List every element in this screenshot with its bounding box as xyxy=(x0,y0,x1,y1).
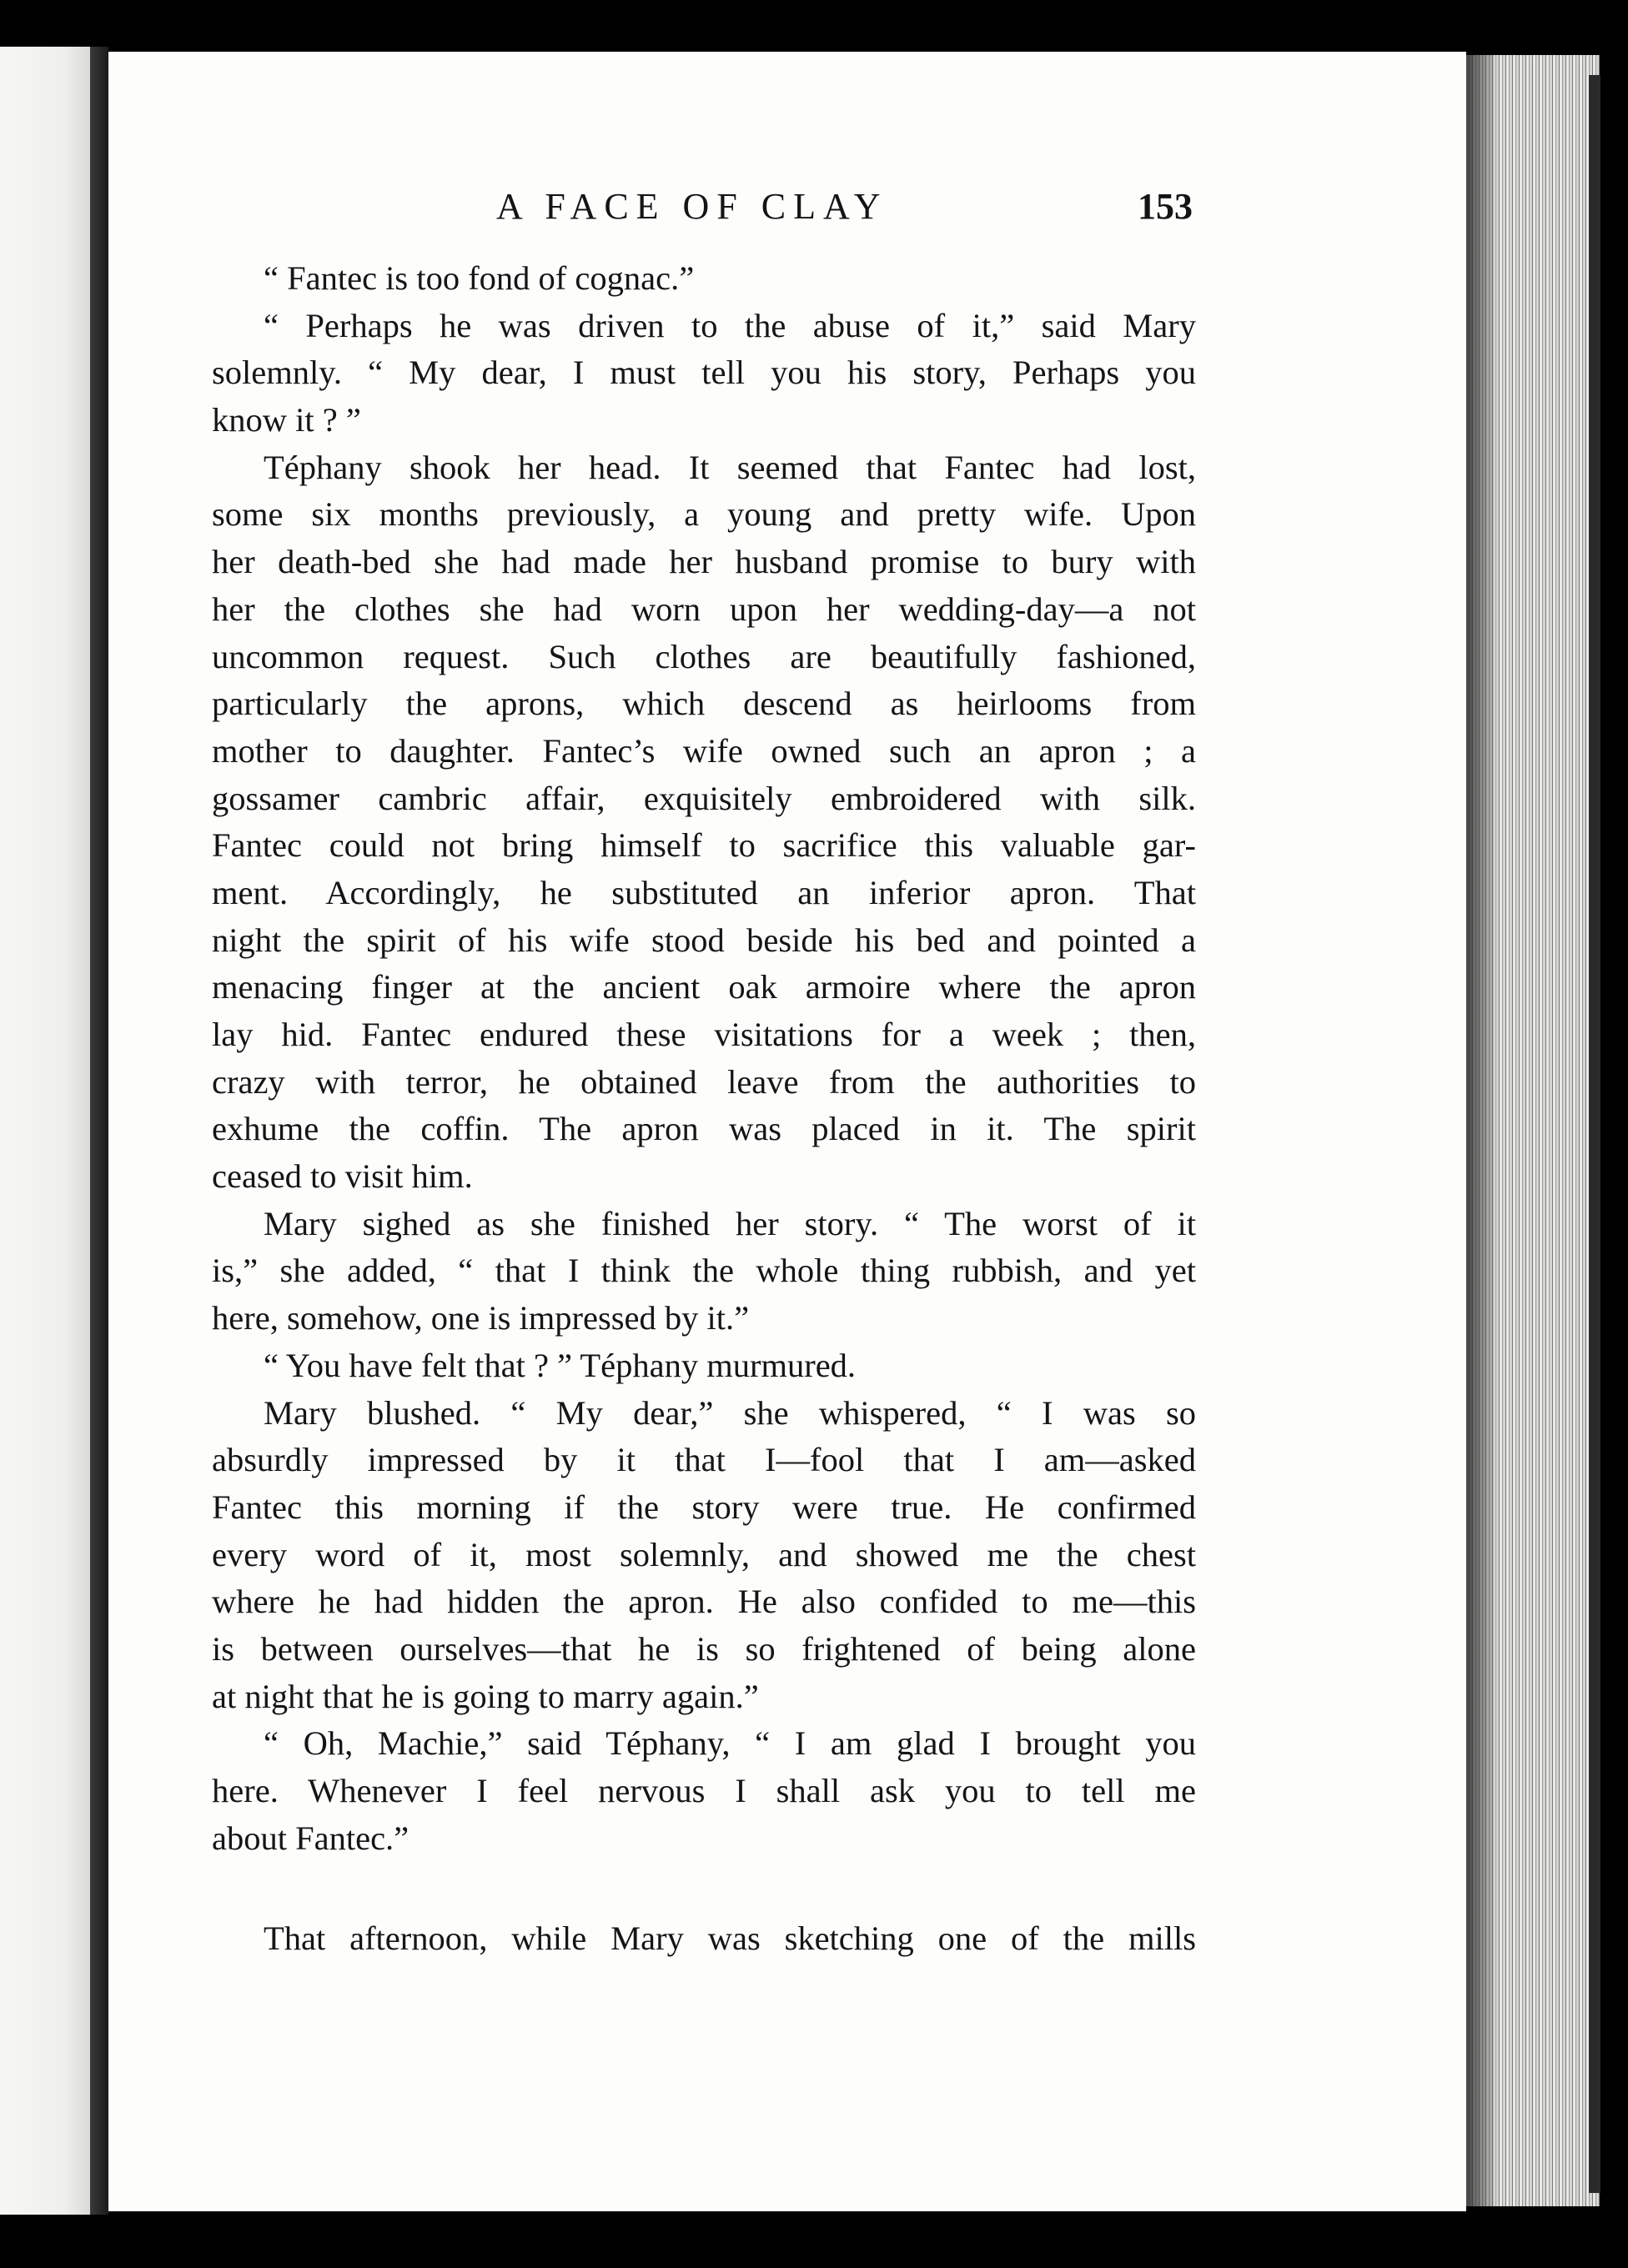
text-line: solemnly. “ My dear, I must tell you his story, Perhaps you xyxy=(212,354,1196,392)
running-head xyxy=(108,185,1466,243)
text-line: some six months previously, a young and pretty wife. Upon xyxy=(212,495,1196,534)
text-line: night the spirit of his wife stood beside his bed and pointed a xyxy=(212,921,1196,959)
book-gutter xyxy=(90,47,108,2215)
text-line: gossamer cambric affair, exquisitely embroidered with silk. xyxy=(212,779,1196,817)
text-line: here, somehow, one is impressed by it.” xyxy=(212,1299,750,1337)
left-page-edge xyxy=(0,47,92,2215)
text-line: is,” she added, “ that I think the whole thing rubbish, and yet xyxy=(212,1252,1196,1290)
text-line: mother to daughter. Fantec’s wife owned such an apron ; a xyxy=(212,731,1196,770)
text-line: exhume the coffin. The apron was placed in it. The spirit xyxy=(212,1110,1196,1148)
text-line: ment. Accordingly, he substituted an inferior apron. That xyxy=(212,873,1196,911)
text-line: menacing finger at the ancient oak armoire where the apron xyxy=(212,968,1196,1006)
text-line: Fantec could not bring himself to sacrifice this valuable gar- xyxy=(212,826,1196,865)
text-line: uncommon request. Such clothes are beautifully fashioned, xyxy=(212,637,1196,675)
text-line: Mary sighed as she finished her story. “ The worst of it xyxy=(264,1204,1196,1242)
text-line: is between ourselves—that he is so frightened of being alone xyxy=(212,1629,1196,1668)
text-line: Mary blushed. “ My dear,” she whispered, “ I was so xyxy=(264,1393,1196,1432)
text-line: Fantec this morning if the story were true. He confirmed xyxy=(212,1488,1196,1526)
text-line: know it ? ” xyxy=(212,401,361,439)
body-text xyxy=(212,255,1196,1963)
text-line: absurdly impressed by it that I—fool that I am—asked xyxy=(212,1441,1196,1479)
text-line: ceased to visit him. xyxy=(212,1157,473,1196)
text-line: crazy with terror, he obtained leave from the authorities to xyxy=(212,1062,1196,1101)
text-line: here. Whenever I feel nervous I shall ask you to tell me xyxy=(212,1772,1196,1809)
text-line: lay hid. Fantec endured these visitations for a week ; then, xyxy=(212,1016,1196,1053)
book-cover-edge xyxy=(1589,75,1600,2193)
text-line: every word of it, most solemnly, and showed me the chest xyxy=(212,1535,1196,1573)
text-line: where he had hidden the apron. He also confided to me—this xyxy=(212,1583,1196,1621)
text-line: “ Oh, Machie,” said Téphany, “ I am glad I brought you xyxy=(264,1724,1196,1763)
page-edges-shadow xyxy=(1466,55,1495,2206)
text-line: “ Perhaps he was driven to the abuse of it,” said Mary xyxy=(264,306,1196,344)
section-break xyxy=(212,1862,1196,1915)
page-number: 153 xyxy=(1138,186,1193,227)
running-title: A FACE OF CLAY xyxy=(496,186,888,227)
text-line: That afternoon, while Mary was sketching one of the mills xyxy=(264,1919,1196,1958)
text-line: “ Fantec is too fond of cognac.” xyxy=(264,259,695,297)
text-line: about Fantec.” xyxy=(212,1819,410,1857)
text-line: her death-bed she had made her husband promise to bury with xyxy=(212,543,1196,581)
text-line: her the clothes she had worn upon her wedding-day—a not xyxy=(212,590,1196,628)
text-line: at night that he is going to marry again.” xyxy=(212,1677,759,1715)
text-line: “ You have felt that ? ” Téphany murmured. xyxy=(264,1346,857,1384)
text-line: particularly the aprons, which descend as heirlooms from xyxy=(212,685,1196,723)
text-line: Téphany shook her head. It seemed that Fantec had lost, xyxy=(264,448,1196,486)
